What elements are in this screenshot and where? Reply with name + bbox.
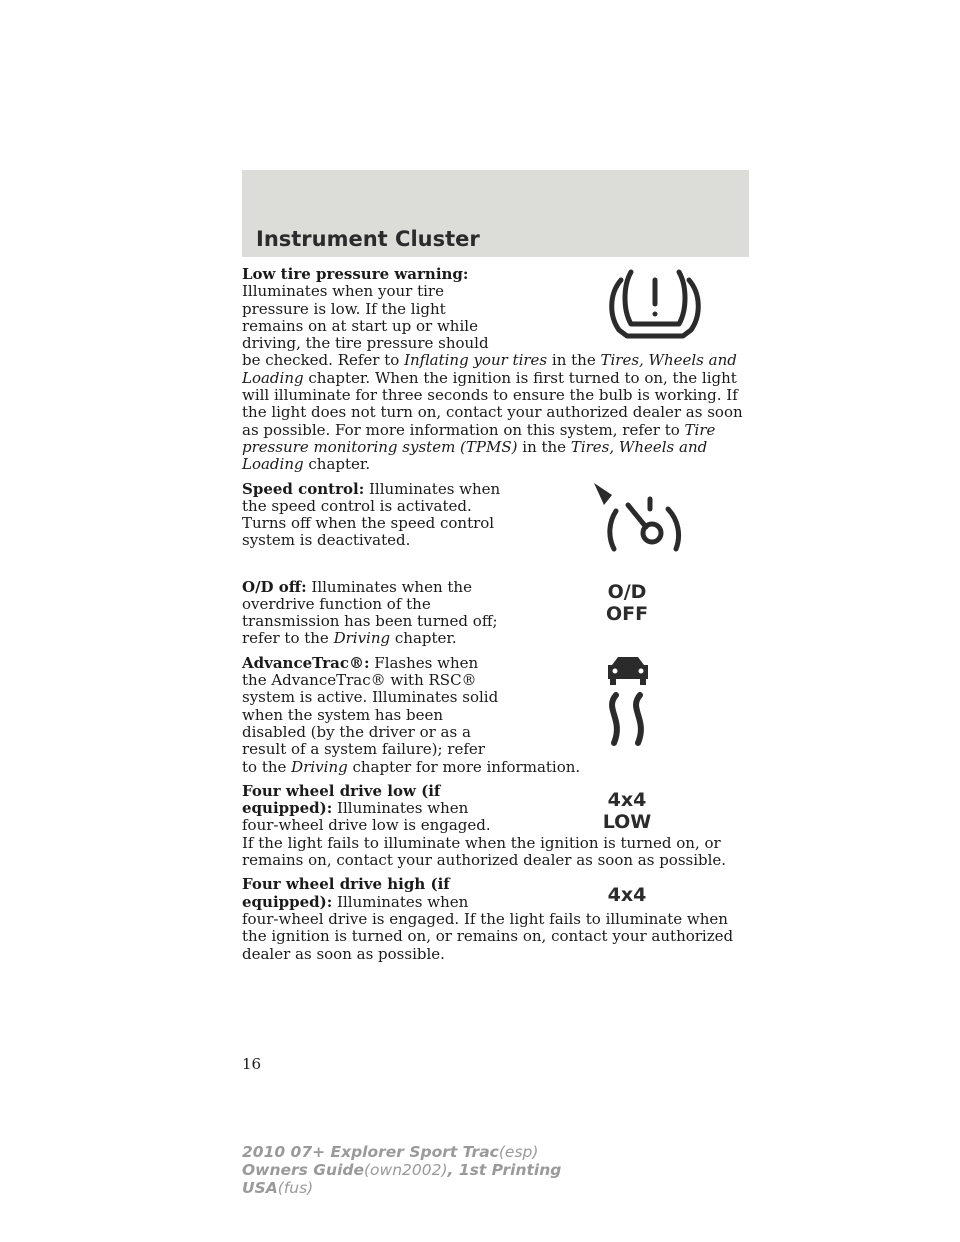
entry-four-wheel-high [242,876,752,962]
label: Speed control: [242,479,365,498]
ref-link[interactable]: Tire pressure monitoring system (TPMS) [242,420,716,456]
entry-od-off [242,579,752,648]
label: Low tire pressure warning: [242,265,469,283]
label: Four wheel drive high (if equipped): [242,875,450,911]
footer-text: Owners Guide [242,1161,364,1179]
four-wheel-high-icon [502,876,752,906]
text: Illuminates when four-wheel drive low is engaged. If the light fails to illuminate when the ignition is turned on, or remains on, contact your authorized dealer as soon as possible. [242,799,727,870]
text: Illuminates when four-wheel drive is engaged. If the light fails to illuminate when the ignition is turned on, or remains on, contact your authorized dealer as soon as possible. [242,892,734,963]
footer-text: (fus) [277,1179,314,1197]
icon-text: O/D [607,580,647,603]
ref-link[interactable]: Inflating your tires [404,351,548,370]
text: in the [517,437,571,456]
text: chapter. [390,629,457,648]
icon-text: LOW [602,810,652,833]
icon-text: 4x4 [607,884,647,907]
text: in the [547,351,601,370]
entry-low-tire-pressure [242,266,752,474]
text: chapter. [303,455,371,474]
tire-pressure-icon [502,266,752,352]
text: Illuminates when the speed control is activated. Turns off when the speed control system is deactivated. [242,479,501,550]
icon-text: OFF [605,602,649,625]
section-header-band [242,170,749,257]
ref-link[interactable]: Tires, Wheels and Loading [242,437,708,474]
text: chapter. When the ignition is first turned to on, the light will illuminate for three seconds to ensure the bulb is working. If the light does not turn on, contact your authorized dealer as soon as possible. For more information on this system, refer to [242,368,743,439]
text: Illuminates when your tire pressure is low. If the light remains on at start up or while driving, the tire pressure should be checked. Refer to [242,282,489,370]
label: AdvanceTrac®: [242,653,370,672]
stability-control-icon-wrap [502,655,752,755]
section-title: Instrument Cluster [256,227,480,251]
document-footer [242,1143,561,1197]
icon-text: 4x4 [607,788,647,811]
speed-control-icon-wrap [502,481,752,571]
footer-text: (esp) [498,1143,539,1161]
page-content [242,266,752,970]
text: Flashes when the AdvanceTrac® with RSC® system is active. Illuminates solid when the system has been disabled (by the driver or as a result of a system failure); refer to the [242,653,499,776]
label: O/D off: [242,577,307,596]
entry-four-wheel-low [242,783,752,869]
text: Illuminates when the overdrive function of the transmission has been turned off; refer to the [242,577,498,648]
ref-link[interactable]: Driving [333,629,391,648]
od-off-icon [502,579,752,625]
footer-text: (own2002) [364,1161,448,1179]
ref-link[interactable]: Driving [291,757,348,776]
footer-text: USA [242,1179,278,1197]
four-wheel-low-icon [502,783,752,833]
stability-control-icon [502,655,752,755]
speed-control-icon [502,481,752,571]
tire-pressure-icon-wrap [502,266,752,352]
ref-link[interactable]: Tires, Wheels and Loading [242,351,737,387]
entry-advancetrac [242,655,752,776]
page-number: 16 [242,1055,262,1073]
footer-text: , 1st Printing [447,1161,562,1179]
text: chapter for more information. [347,757,581,776]
footer-text: 2010 07+ Explorer Sport Trac [242,1143,499,1161]
label: Four wheel drive low (if equipped): [242,781,441,818]
entry-speed-control [242,481,752,571]
